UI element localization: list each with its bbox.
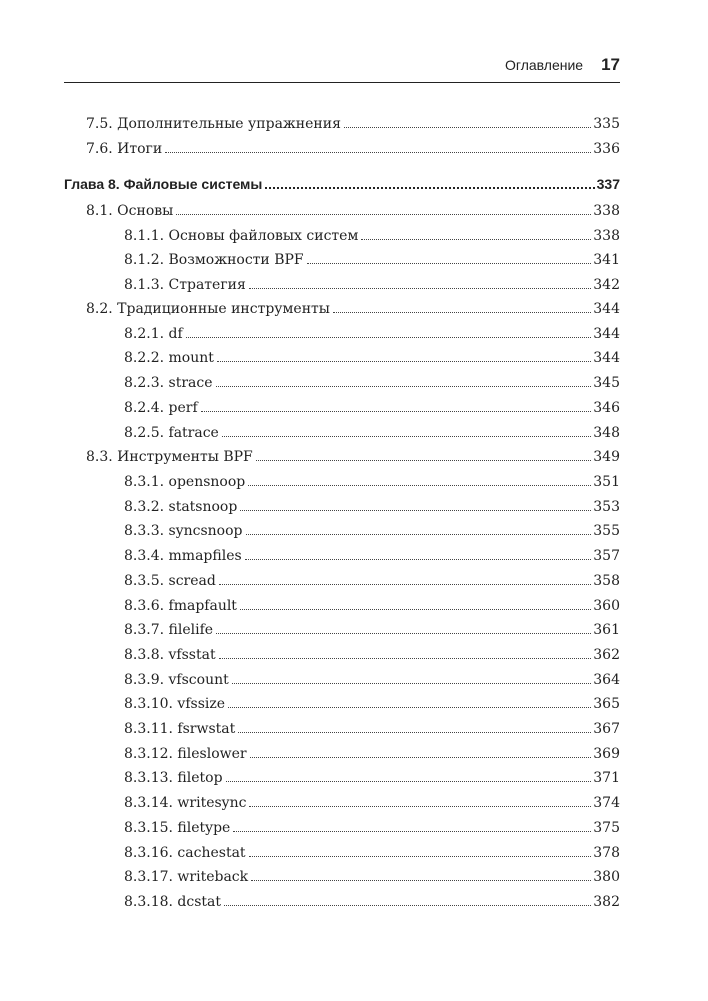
toc-entry-label: 8.2.3. strace (124, 375, 213, 391)
toc-entry-label: 8.3.13. filetop (124, 770, 223, 786)
page-number: 17 (601, 55, 620, 74)
toc-entry-label: 8.2.4. perf (124, 400, 198, 416)
toc-entry-label: 8.2.5. fatrace (124, 425, 219, 441)
toc-entry (124, 819, 620, 837)
leader-dots (240, 608, 591, 610)
leader-dots (344, 126, 591, 128)
toc-entry (124, 646, 620, 664)
leader-dots (256, 459, 592, 461)
toc-entry-page: 380 (593, 869, 620, 885)
toc-entry-page: 349 (593, 449, 620, 465)
toc-entry-page: 360 (593, 598, 620, 614)
toc-entry (124, 227, 620, 245)
toc-entry-page: 355 (593, 523, 620, 539)
toc-entry-label: 8.1.3. Стратегия (124, 277, 246, 293)
toc-entry (124, 547, 620, 565)
toc-entry-label: 8.3.2. statsnoop (124, 499, 238, 515)
leader-dots (245, 558, 592, 560)
leader-dots (361, 238, 591, 240)
toc-entry (124, 597, 620, 615)
leader-dots (238, 731, 591, 733)
leader-dots (250, 756, 592, 758)
toc-entry-page: 357 (593, 548, 620, 564)
leader-dots (226, 780, 592, 782)
toc-entry (124, 374, 620, 392)
toc-entry (124, 745, 620, 763)
toc-entry-page: 374 (593, 795, 620, 811)
toc-entry-page: 344 (593, 326, 620, 342)
toc-entry-label: Глава 8. Файловые системы (64, 176, 263, 192)
toc-entry-label: 8.3.5. scread (124, 573, 216, 589)
toc-entry-label: 8.3.15. filetype (124, 820, 231, 836)
leader-dots (249, 287, 591, 289)
toc-entry (86, 202, 620, 220)
leader-dots (176, 213, 591, 215)
toc-entry-page: 342 (593, 277, 620, 293)
toc-entry-page: 346 (593, 400, 620, 416)
toc-entry-label: 8.3. Инструменты BPF (86, 449, 253, 465)
toc-entry-label: 8.3.12. fileslower (124, 746, 247, 762)
toc-entry (124, 572, 620, 590)
toc-entry-page: 344 (593, 350, 620, 366)
running-head-title: Оглавление (505, 57, 584, 73)
toc-entry-page: 336 (593, 141, 620, 157)
toc-entry (124, 349, 620, 367)
leader-dots (217, 360, 591, 362)
toc-entry-label: 7.6. Итоги (86, 141, 163, 157)
toc-entry-page: 335 (593, 116, 620, 132)
toc-entry (124, 621, 620, 639)
toc-entry-page: 375 (593, 820, 620, 836)
toc-entry (124, 424, 620, 442)
toc-entry-page: 378 (593, 845, 620, 861)
toc-entry-label: 8.3.16. cachestat (124, 845, 246, 861)
toc-entry-page: 345 (593, 375, 620, 391)
leader-dots (219, 657, 592, 659)
toc-entry-page: 371 (593, 770, 620, 786)
toc-entry (86, 140, 620, 158)
toc-entry-label: 8.3.3. syncsnoop (124, 523, 243, 539)
toc-entry-page: 351 (593, 474, 620, 490)
toc-entry (124, 844, 620, 862)
toc-entry-page: 365 (593, 696, 620, 712)
leader-dots (232, 682, 592, 684)
toc-entry-page: 353 (593, 499, 620, 515)
toc-entry-page: 338 (593, 203, 620, 219)
toc-chapter-entry (64, 175, 620, 193)
leader-dots (228, 706, 591, 708)
toc-entry-label: 8.3.17. writeback (124, 869, 249, 885)
leader-dots (233, 830, 591, 832)
toc-entry-page: 358 (593, 573, 620, 589)
leader-dots (248, 484, 591, 486)
toc-entry (124, 276, 620, 294)
toc-entry-page: 382 (593, 894, 620, 910)
toc-entry-page: 367 (593, 721, 620, 737)
leader-dots (240, 509, 591, 511)
toc-entry-label: 8.3.7. filelife (124, 622, 214, 638)
toc-entry-page: 344 (593, 301, 620, 317)
leader-dots (201, 410, 592, 412)
leader-dots (224, 904, 591, 906)
toc-entry-label: 8.3.4. mmapfiles (124, 548, 242, 564)
toc-entry-label: 8.3.9. vfscount (124, 672, 229, 688)
toc-entry (124, 473, 620, 491)
leader-dots (219, 583, 591, 585)
toc-entry-page: 338 (593, 228, 620, 244)
toc-entry-label: 8.3.14. writesync (124, 795, 247, 811)
leader-dots (216, 632, 591, 634)
toc-entry (124, 399, 620, 417)
toc-entry (124, 893, 620, 911)
toc-entry-page: 348 (593, 425, 620, 441)
toc-entry-label: 8.1.1. Основы файловых систем (124, 228, 359, 244)
leader-dots (222, 435, 591, 437)
toc-entry-label: 7.5. Дополнительные упражнения (86, 116, 341, 132)
toc-entry-page: 364 (593, 672, 620, 688)
toc-entry (124, 769, 620, 787)
toc-entry-page: 337 (596, 176, 620, 192)
toc-entry-page: 341 (593, 252, 620, 268)
toc-entry (124, 522, 620, 540)
toc-entry-label: 8.3.6. fmapfault (124, 598, 237, 614)
leader-dots (265, 186, 594, 189)
toc-entry (86, 300, 620, 318)
toc-entry-page: 362 (593, 647, 620, 663)
toc-entry-label: 8.3.11. fsrwstat (124, 721, 236, 737)
toc-entry (124, 671, 620, 689)
toc-entry-label: 8.1.2. Возможности BPF (124, 252, 304, 268)
leader-dots (307, 262, 592, 264)
leader-dots (246, 533, 592, 535)
leader-dots (333, 311, 591, 313)
toc-entry (124, 695, 620, 713)
leader-dots (249, 855, 592, 857)
toc-entry-label: 8.3.1. opensnoop (124, 474, 246, 490)
toc-entry-label: 8.2. Традиционные инструменты (86, 301, 330, 317)
leader-dots (249, 805, 591, 807)
toc-entry-page: 361 (593, 622, 620, 638)
leader-dots (186, 336, 592, 338)
leader-dots (251, 879, 591, 881)
toc-entry (124, 498, 620, 516)
leader-dots (216, 385, 592, 387)
leader-dots (165, 151, 591, 153)
toc-entry-label: 8.3.10. vfssize (124, 696, 226, 712)
toc-entry (124, 794, 620, 812)
toc-entry (86, 115, 620, 133)
toc-entry-label: 8.2.2. mount (124, 350, 214, 366)
toc-entry (124, 868, 620, 886)
toc-entry (86, 448, 620, 466)
toc-entry-label: 8.1. Основы (86, 203, 174, 219)
toc-entry (124, 325, 620, 343)
toc-entry (124, 251, 620, 269)
toc-entry-label: 8.2.1. df (124, 326, 183, 342)
toc-entry (124, 720, 620, 738)
toc-entry-label: 8.3.18. dcstat (124, 894, 222, 910)
toc-entry-page: 369 (593, 746, 620, 762)
toc-entry-label: 8.3.8. vfsstat (124, 647, 216, 663)
